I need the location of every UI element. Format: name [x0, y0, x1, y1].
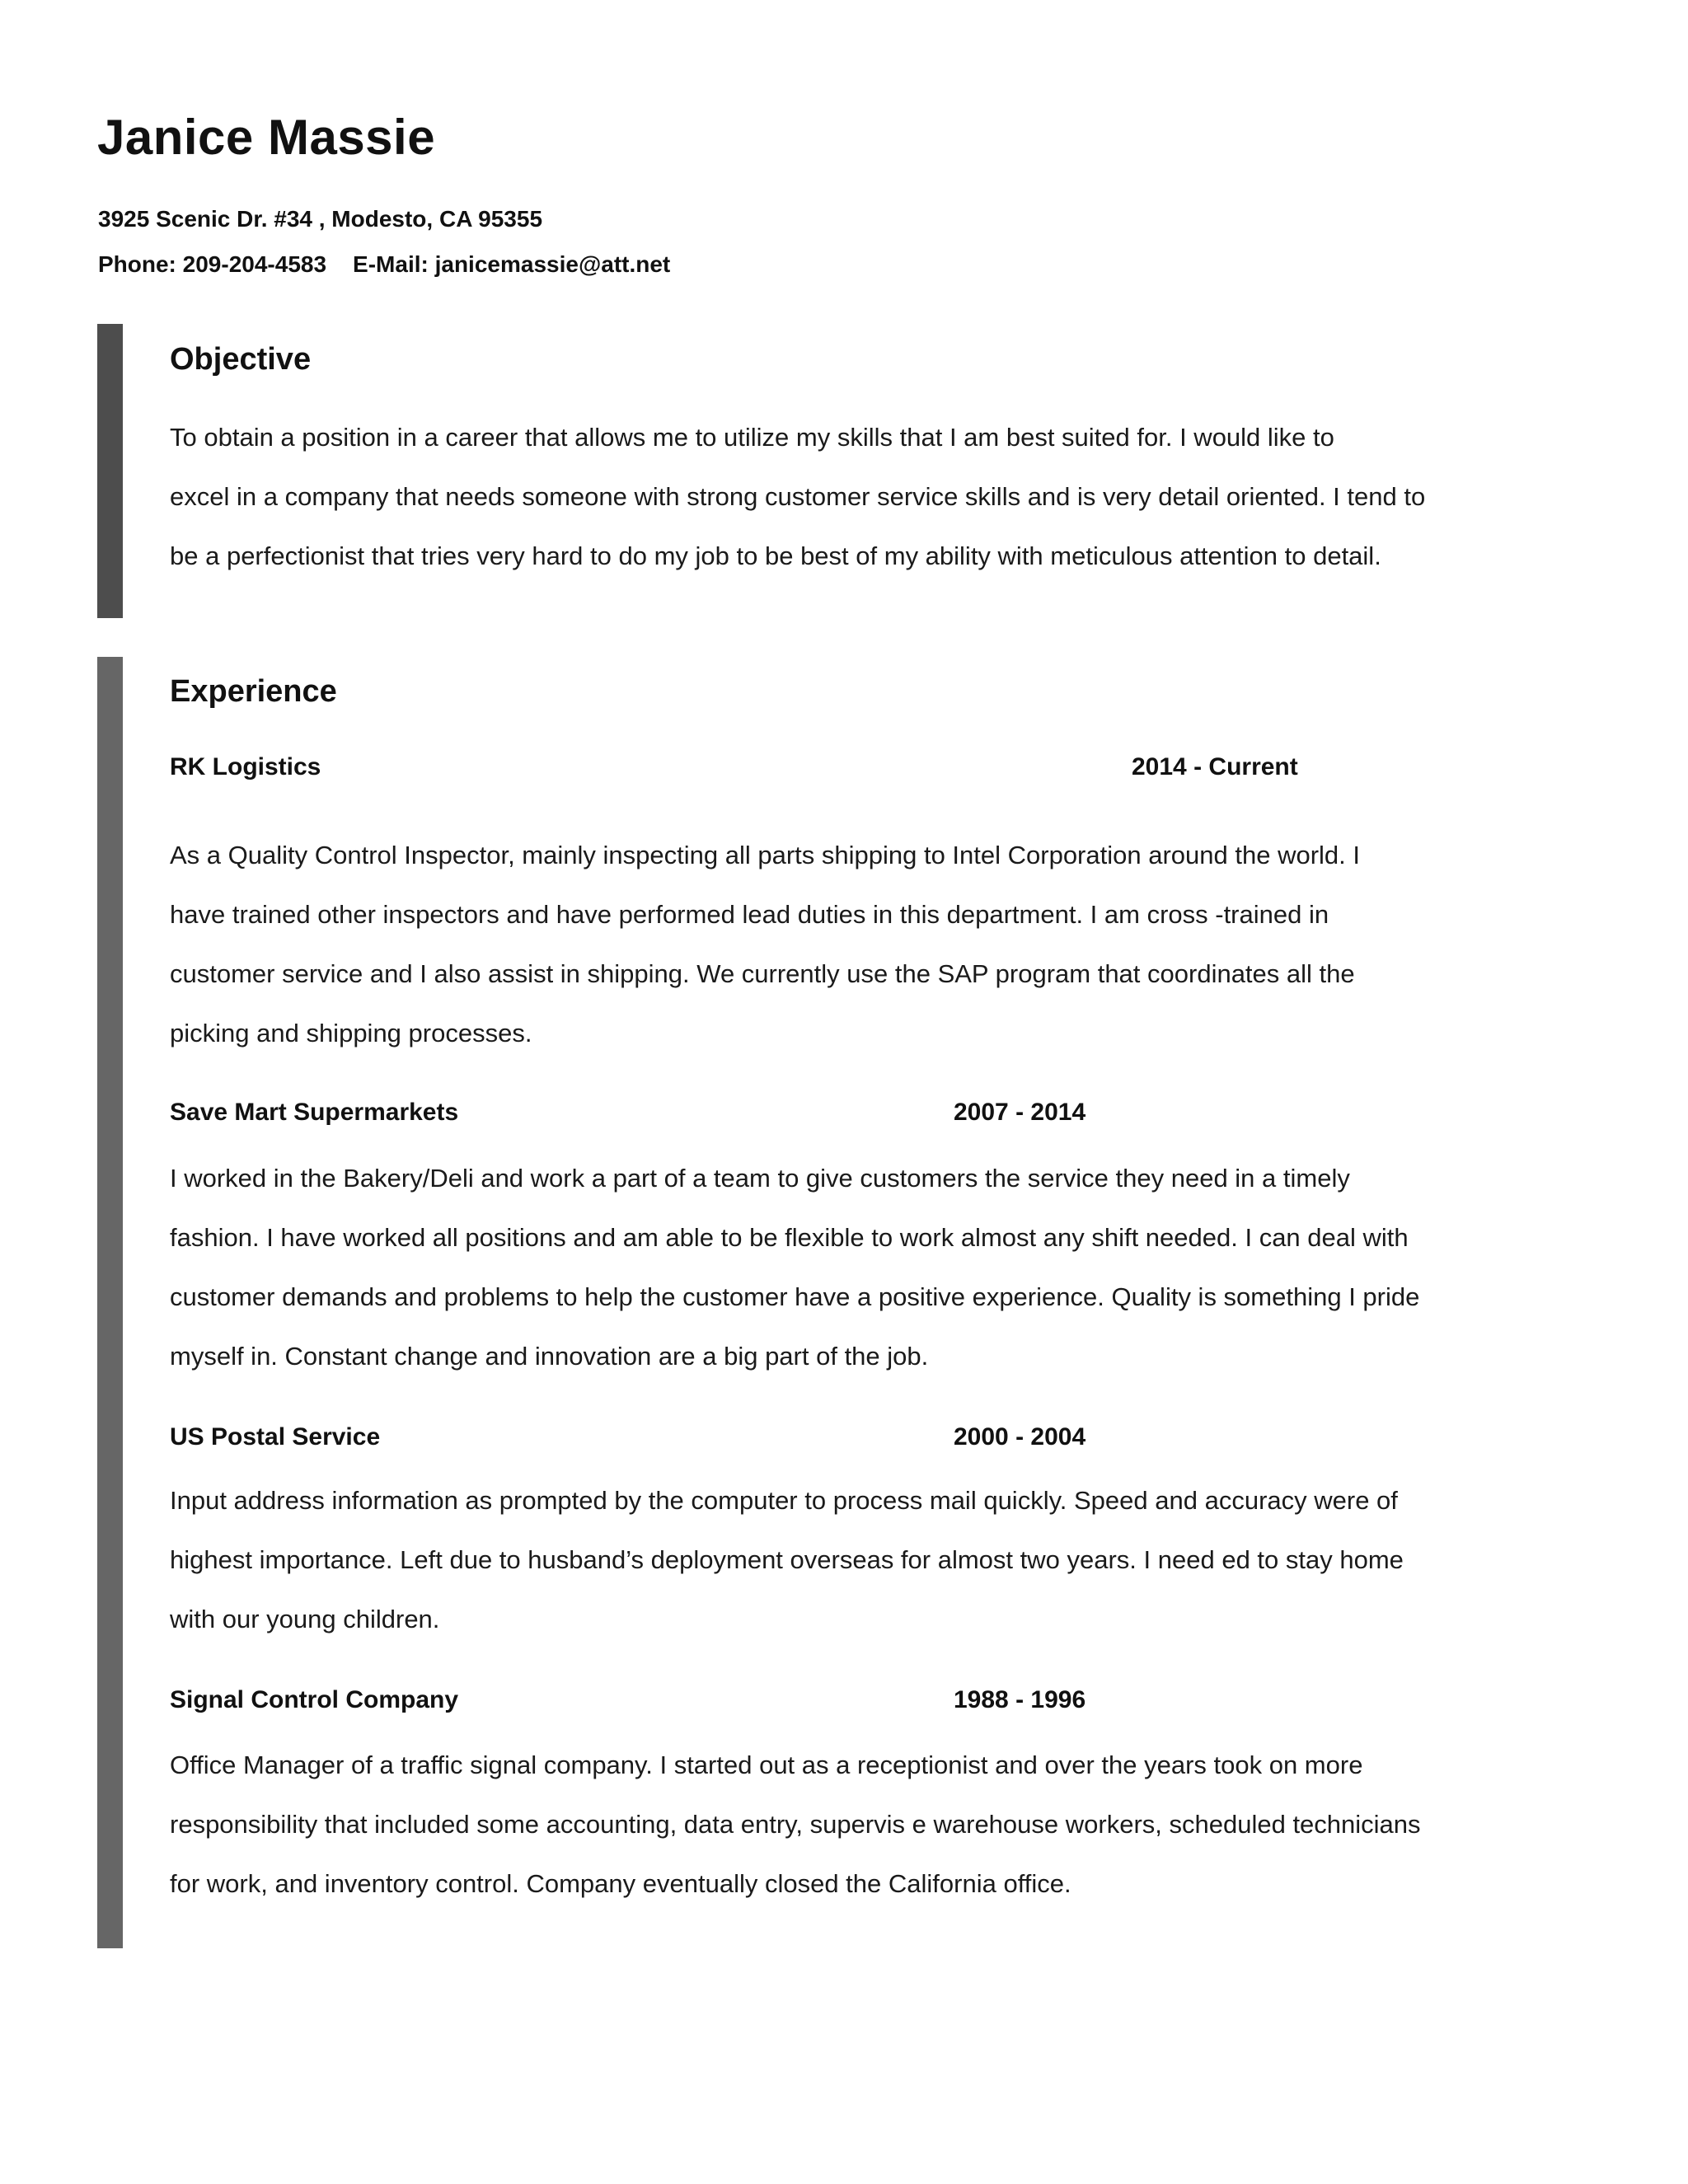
job-description	[170, 1149, 1419, 1386]
paragraph-line: picking and shipping processes.	[170, 1019, 532, 1047]
resume-name: Janice Massie	[97, 110, 436, 165]
email-address: E-Mail: janicemassie@att.net	[353, 251, 671, 277]
paragraph-line: fashion. I have worked all positions and am able to be flexible to work almost any shift needed. I can deal with	[170, 1223, 1409, 1252]
paragraph-line: myself in. Constant change and innovation are a big part of the job.	[170, 1342, 929, 1371]
job-company: Save Mart Supermarkets	[170, 1099, 459, 1126]
paragraph-line: To obtain a position in a career that allows me to utilize my skills that I am best suited for. I would like to	[170, 423, 1334, 452]
paragraph-line: be a perfectionist that tries very hard to do my job to be best of my ability with meticulous attention to detail.	[170, 541, 1381, 570]
paragraph-line: highest importance. Left due to husband’s deployment overseas for almost two years. I need ed to stay home	[170, 1545, 1404, 1574]
paragraph-line: Input address information as prompted by the computer to process mail quickly. Speed and accuracy were of	[170, 1486, 1398, 1515]
paragraph-line: for work, and inventory control. Company eventually closed the California office.	[170, 1869, 1071, 1898]
contact-line	[98, 251, 670, 278]
paragraph-line: with our young children.	[170, 1605, 440, 1633]
paragraph-line: customer service and I also assist in shipping. We currently use the SAP program that coordinates all the	[170, 959, 1355, 988]
job-company: Signal Control Company	[170, 1686, 459, 1713]
experience-heading: Experience	[170, 674, 337, 709]
objective-paragraph	[170, 408, 1425, 586]
job-dates: 2000 - 2004	[954, 1423, 1086, 1451]
address-line: 3925 Scenic Dr. #34 , Modesto, CA 95355	[98, 206, 543, 232]
paragraph-line: have trained other inspectors and have performed lead duties in this department. I am cross -trained in	[170, 900, 1329, 929]
job-description	[170, 826, 1360, 1063]
paragraph-line: responsibility that included some accounting, data entry, supervis e warehouse workers, scheduled technicians	[170, 1810, 1421, 1839]
job-company: RK Logistics	[170, 753, 321, 780]
job-company: US Postal Service	[170, 1423, 381, 1451]
job-dates: 2007 - 2014	[954, 1099, 1086, 1126]
objective-section-bar	[97, 324, 123, 618]
paragraph-line: As a Quality Control Inspector, mainly inspecting all parts shipping to Intel Corporation around the world. I	[170, 841, 1360, 869]
paragraph-line: Office Manager of a traffic signal company. I started out as a receptionist and over the years took on more	[170, 1750, 1363, 1779]
job-dates: 2014 - Current	[1132, 753, 1298, 780]
paragraph-line: I worked in the Bakery/Deli and work a part of a team to give customers the service they need in a timely	[170, 1164, 1350, 1193]
paragraph-line: excel in a company that needs someone with strong customer service skills and is very detail oriented. I tend to	[170, 482, 1426, 511]
job-description	[170, 1471, 1404, 1649]
phone-number: Phone: 209-204-4583	[98, 251, 327, 277]
experience-section-bar	[97, 657, 123, 1948]
paragraph-line: customer demands and problems to help the customer have a positive experience. Quality is something I pride	[170, 1282, 1420, 1311]
job-description	[170, 1736, 1421, 1914]
objective-heading: Objective	[170, 342, 312, 377]
job-dates: 1988 - 1996	[954, 1686, 1086, 1713]
